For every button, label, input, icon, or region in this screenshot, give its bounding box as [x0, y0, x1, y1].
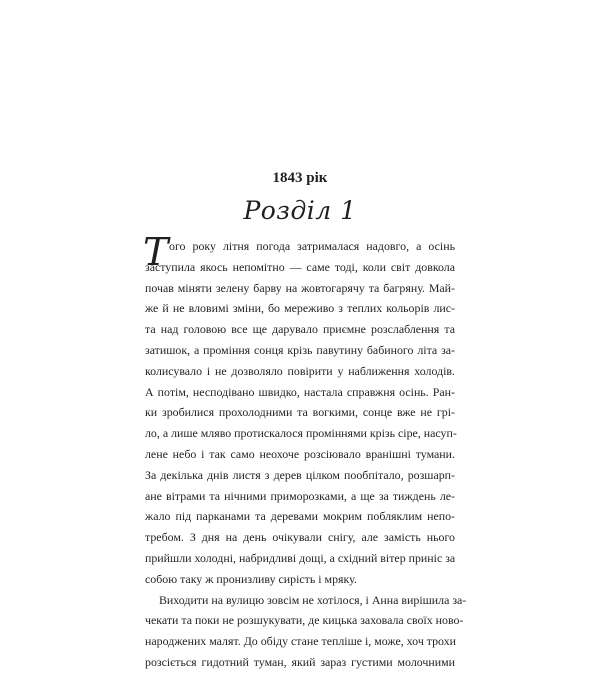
text-line: лене небо і так само неохоче розсіювало вранішні тумани.	[145, 446, 455, 461]
text-line: розсіється гидотний туман, який зараз густими молочними	[145, 654, 455, 669]
text-line: ого року літня погода затрималася надовго, а осінь	[169, 239, 455, 253]
text-line: ки зробилися прохолодними та вогкими, сонце вже не грі-	[145, 405, 455, 420]
text-line: прийшли холодні, набридливі дощі, а східний вітер приніс за	[145, 550, 456, 565]
text-line: же й не вловимі зміни, бо мереживо з теплих кольорів лис-	[145, 301, 455, 316]
text-line: За декілька днів листя з дерев цілком пообпітало, розшарп-	[145, 467, 455, 482]
text-line: та над головою все ще дарувало приємне розслаблення та	[145, 322, 455, 337]
chapter-title: Розділ 1	[243, 196, 357, 225]
text-line: собою таку ж пронизливу сирість і мряку.	[145, 571, 357, 586]
text-line: ане вітрами та нічними приморозками, а ще за тиждень ле-	[145, 488, 455, 503]
text-line: заступила якось непомітно — саме тоді, коли світ довкола	[145, 259, 455, 274]
text-line: колисувало і не дозволяло повірити у наближення холодів.	[145, 363, 455, 378]
text-line: чекати та поки не розшукувати, де кицька заховала своїх ново-	[145, 613, 464, 628]
text-line: жало під парканами та деревами мокрим побляклим непо-	[145, 509, 455, 524]
text-line: ло, а лише мляво протискалося проміннями крізь сіре, насуп-	[145, 426, 457, 441]
text-line: затишок, а проміння сонця крізь павутину бабиного літа за-	[145, 342, 455, 357]
year-heading: 1843 рік	[272, 170, 328, 186]
text-line: требом. З дня на день очікували снігу, але замість нього	[145, 530, 455, 545]
drop-cap: Т	[143, 230, 169, 274]
text-line: А потім, несподівано швидко, настала справжня осінь. Ран-	[145, 384, 455, 399]
text-line: почав міняти зелену барву на жовтогарячу та багряну. Май-	[145, 280, 455, 295]
text-line: народжених малят. До обіду стане тепліше і, може, хоч трохи	[145, 634, 457, 649]
text-line: Виходити на вулицю зовсім не хотілося, і Анна вирішила за-	[159, 592, 467, 607]
body-text	[143, 230, 467, 673]
